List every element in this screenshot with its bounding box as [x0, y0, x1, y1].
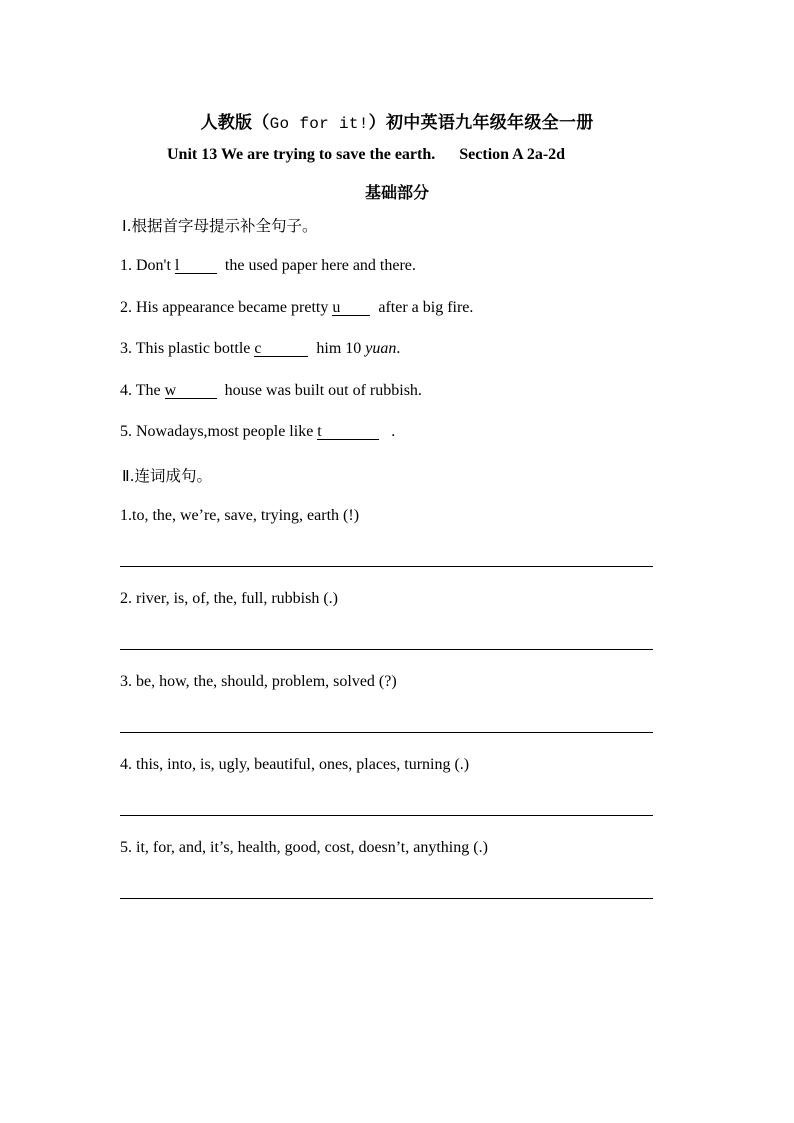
answer-line[interactable] — [120, 566, 653, 567]
answer-blank[interactable] — [332, 300, 370, 316]
hint-letter: l — [174, 257, 180, 274]
question-text: after a big fire. — [378, 299, 474, 316]
s1-question-5 — [120, 423, 395, 441]
answer-blank[interactable] — [254, 341, 308, 357]
question-text: house was built out of rubbish. — [224, 382, 422, 399]
question-number: 5. — [120, 423, 132, 440]
question-number: 4. — [120, 382, 132, 399]
question-text: him 10 — [316, 340, 366, 357]
answer-line[interactable] — [120, 649, 653, 650]
section2-heading: Ⅱ.连词成句。 — [122, 467, 213, 485]
question-text: Don't — [136, 257, 175, 274]
answer-line[interactable] — [120, 815, 653, 816]
question-text: This plastic bottle — [135, 340, 255, 357]
title-prefix: 人教版（ — [200, 113, 270, 132]
question-end: . — [396, 340, 401, 357]
question-text: Nowadays,most people like — [136, 423, 318, 440]
question-number: 1. — [120, 257, 132, 274]
hint-letter: c — [254, 340, 262, 357]
unit-subtitle — [167, 146, 565, 164]
s2-question-3: 3. be, how, the, should, problem, solved (?) — [120, 673, 397, 690]
hint-letter: u — [332, 299, 341, 316]
answer-blank[interactable] — [175, 258, 217, 274]
section1-heading: Ⅰ.根据首字母提示补全句子。 — [122, 217, 318, 235]
question-text: His appearance became pretty — [136, 299, 333, 316]
s2-question-5: 5. it, for, and, it’s, health, good, cost, doesn’t, anything (.) — [120, 839, 488, 856]
page-title — [0, 108, 794, 133]
s1-question-3 — [120, 340, 400, 358]
answer-line[interactable] — [120, 898, 653, 899]
s2-question-1: 1.to, the, we’re, save, trying, earth (!) — [120, 507, 360, 524]
question-number: 3. — [120, 340, 132, 357]
title-suffix: ）初中英语九年级年级全一册 — [368, 113, 594, 132]
s2-question-4: 4. this, into, is, ugly, beautiful, ones, places, turning (.) — [120, 756, 470, 773]
question-text: the used paper here and there. — [224, 257, 416, 274]
part-title: 基础部分 — [364, 183, 429, 202]
question-text: The — [135, 382, 165, 399]
s1-question-4 — [120, 382, 422, 400]
title-latin: Go for it! — [269, 115, 369, 133]
answer-line[interactable] — [120, 732, 653, 733]
currency-word: yuan — [365, 340, 397, 357]
hint-letter: w — [164, 382, 177, 399]
s2-question-2: 2. river, is, of, the, full, rubbish (.) — [120, 590, 338, 607]
unit-title: Unit 13 We are trying to save the earth. — [167, 146, 436, 163]
hint-letter: t — [317, 423, 322, 440]
answer-blank[interactable] — [165, 383, 217, 399]
section-label: Section A 2a-2d — [459, 146, 566, 163]
s1-question-2 — [120, 299, 473, 317]
question-number: 2. — [120, 299, 132, 316]
answer-blank[interactable] — [317, 424, 379, 440]
question-text: . — [391, 423, 396, 440]
s1-question-1 — [120, 257, 416, 275]
